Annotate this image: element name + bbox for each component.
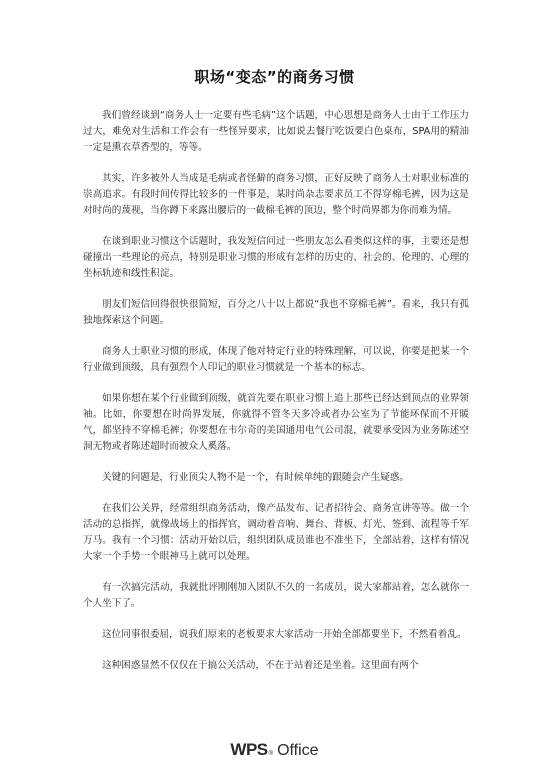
logo-office-text: Office: [277, 742, 319, 759]
paragraph-11: 这种困惑显然不仅仅在于搞公关活动，不在于站着还是坐着。这里面有两个: [102, 660, 419, 671]
page-footer: [0, 740, 549, 760]
paragraph-1: 我们曾经谈到“商务人士一定要有些毛病”这个话题，中心思想是商务人士由于工作压力过大，难免对生活和工作会有一些怪异要求，比如说去餐厅吃饭要白色桌布，SPA用的精油一定是熏衣草香型的，等等。: [83, 110, 469, 153]
logo-wps-text: WPS: [230, 740, 268, 759]
paragraph-6: 如果你想在某个行业做到顶级，就首先要在职业习惯上追上那些已经达到顶点的业界领袖。比如，你要想在时尚界发展，你就得不管冬天多冷或者办公室为了节能环保而不开暖气，都坚持不穿棉毛裤；你要想在韦尔奇的美国通用电气公司混，就要承受因为业务陈述空洞无物或者陈述超时而被众人奚落。: [83, 393, 469, 452]
paragraph-8: 在我们公关界，经常组织商务活动，像产品发布、记者招待会、商务宣讲等等。做一个活动的总指挥，就像战场上的指挥官，调动着音响、舞台、背板、灯光、签到、流程等千军万马。我有一个习惯：活动开始以后，组织团队成员谁也不准坐下，全部站着，这样有情况大家一个手势一个眼神马上就可以处理。: [83, 503, 469, 562]
paragraph-9: 有一次搞完活动，我就批评刚刚加入团队不久的一名成员，说大家都站着，怎么就你一个人坐下了。: [83, 582, 469, 609]
logo-registered-mark: ®: [268, 751, 274, 757]
paragraph-7: 关键的问题是，行业顶尖人物不是一个，有时候单纯的跟随会产生疑惑。: [102, 472, 409, 483]
paragraph-10: 这位同事很委屈，说我们原来的老板要求大家活动一开始全部都要坐下，不然看着乱。: [102, 629, 467, 640]
paragraph-5: 商务人士职业习惯的形成，体现了他对特定行业的特殊理解，可以说，你要是把某一个行业做到顶级，具有强烈个人印记的职业习惯就是一个基本的标志。: [83, 346, 469, 373]
wps-office-logo: [230, 740, 318, 760]
paragraph-3: 在谈到职业习惯这个话题时，我发短信问过一些朋友怎么看类似这样的事，主要还是想碰撞出一些理论的亮点，特别是职业习惯的形成有怎样的历史的、社会的、伦理的、心理的坐标轨迹和线性积淀。: [83, 236, 469, 279]
document-body: [83, 108, 469, 689]
paragraph-4: 朋友们短信回得很快很简短，百分之八十以上都说“我也不穿棉毛裤”。看来，我只有孤独地探索这个问题。: [83, 299, 469, 326]
document-title: 职场“变态”的商务习惯: [194, 68, 355, 86]
paragraph-2: 其实，许多被外人当成是毛病或者怪僻的商务习惯，正好反映了商务人士对职业标准的崇高追求。有段时间传得比较多的一件事是，某时尚杂志要求员工不得穿棉毛裤，因为这是对时尚的蔑视，当你蹲下来露出腰后的一截棉毛裤的顶边，整个时尚界都为你而难为情。: [83, 173, 469, 216]
